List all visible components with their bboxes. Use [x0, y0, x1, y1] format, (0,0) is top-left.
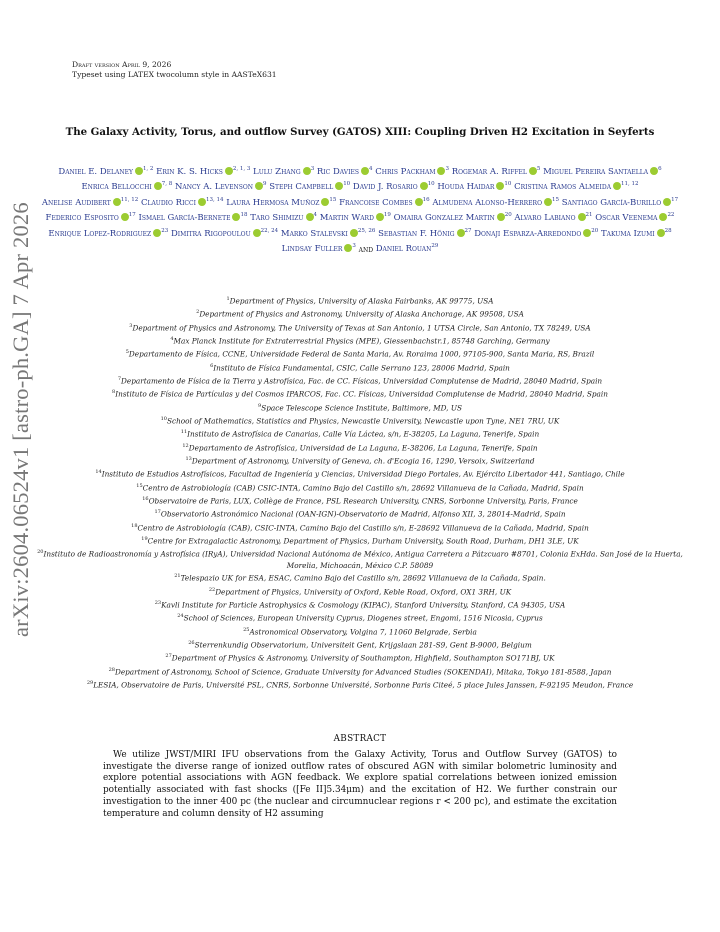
orcid-icon[interactable] — [415, 198, 423, 206]
affiliation-text: LESIA, Observatoire de Paris, Université PSL, CNRS, Sorbonne Université, Sorbonne Paris Citeé, 5 place Jules Janssen, F-92195 Meudon, France — [93, 680, 634, 690]
author-name[interactable] — [156, 167, 250, 177]
author-label: David J. Rosario — [352, 182, 418, 193]
affiliation-number: 20 — [37, 549, 44, 556]
affiliation-marker: 3 — [445, 166, 449, 172]
affiliation-text: Max Planck Institute for Extraterrestrial Physics (MPE), Giessenbachstr.1, 85748 Garching, Germany — [173, 336, 550, 346]
orcid-icon[interactable] — [225, 167, 233, 175]
affiliation-item — [22, 387, 698, 400]
affiliation-marker: 13, 14 — [206, 197, 224, 204]
author-name[interactable] — [474, 229, 598, 239]
affiliation-number: 19 — [141, 535, 148, 542]
author-name[interactable] — [514, 213, 592, 223]
author-name[interactable] — [394, 213, 512, 223]
orcid-icon[interactable] — [613, 182, 621, 190]
author-label: Ric Davies — [316, 166, 359, 177]
affiliation-marker: 28 — [664, 228, 672, 235]
author-label: Francoise Combes — [339, 197, 413, 208]
affiliation-item — [22, 454, 698, 467]
affiliation-item — [22, 651, 698, 664]
orcid-icon[interactable] — [529, 167, 537, 175]
author-list — [40, 163, 680, 256]
orcid-icon[interactable] — [121, 213, 129, 221]
author-name[interactable] — [141, 198, 224, 208]
affiliation-marker: 27 — [464, 228, 472, 235]
author-label: Miguel Pereira Santaella — [543, 166, 649, 177]
author-label: Cristina Ramos Almeida — [514, 182, 612, 193]
affiliation-text: Telespazio UK for ESA, ESAC, Camino Bajo del Castillo s/n, 28692 Villanueva de la Cañada, Spain. — [180, 573, 546, 583]
orcid-icon[interactable] — [544, 198, 552, 206]
author-label: Martin Ward — [319, 213, 374, 224]
affiliation-number: 18 — [131, 522, 138, 529]
author-label: Houda Haidar — [437, 182, 495, 193]
affiliation-text: Departamento de Astrofísica, Universidad de La Laguna, E-38206, La Laguna, Tenerife, Spain — [188, 443, 538, 453]
author-label: Nancy A. Levenson — [174, 182, 254, 193]
orcid-icon[interactable] — [198, 198, 206, 206]
affiliation-item — [22, 467, 698, 480]
author-label: Claudio Ricci — [140, 197, 196, 208]
affiliation-marker: 10 — [504, 181, 512, 188]
author-label: Dimitra Rigopoulou — [170, 228, 251, 239]
affiliation-item — [22, 611, 698, 624]
orcid-icon[interactable] — [306, 213, 314, 221]
author-label: Santiago García-Burillo — [561, 197, 662, 208]
author-name[interactable] — [175, 182, 267, 192]
author-label: Steph Campbell — [269, 182, 334, 193]
affiliation-marker: 10 — [427, 181, 435, 188]
author-label: Omaira Gonzalez Martin — [393, 213, 495, 224]
affiliation-marker: 4 — [313, 212, 317, 219]
author-name[interactable] — [81, 182, 172, 192]
author-label: Daniel Rouan — [375, 244, 432, 255]
affiliation-item — [22, 294, 698, 307]
affiliation-item — [22, 401, 698, 414]
affiliation-list — [22, 294, 698, 691]
affiliation-number: 22 — [208, 586, 216, 593]
author-name[interactable] — [595, 213, 674, 223]
affiliation-number: 13 — [185, 455, 192, 462]
affiliation-text: Department of Physics, University of Oxford, Keble Road, Oxford, OX1 3RH, UK — [215, 587, 512, 597]
author-label: Anelise Audibert — [41, 197, 111, 208]
author-name[interactable] — [437, 182, 511, 192]
author-name[interactable] — [282, 244, 356, 254]
affiliation-number: 16 — [142, 495, 149, 502]
author-name[interactable] — [269, 182, 350, 192]
author-name[interactable] — [317, 167, 373, 177]
affiliation-number: 24 — [177, 613, 184, 620]
author-name[interactable] — [601, 229, 672, 239]
author-name[interactable] — [514, 182, 638, 192]
author-label: Rogemar A. Riffel — [451, 166, 527, 177]
orcid-icon[interactable] — [650, 167, 658, 175]
affiliation-number: 2 — [196, 309, 200, 316]
author-name[interactable] — [375, 167, 449, 177]
author-name[interactable] — [46, 213, 136, 223]
affiliation-item — [22, 347, 698, 360]
orcid-icon[interactable] — [135, 167, 143, 175]
author-label: Federico Esposito — [45, 213, 119, 224]
affiliation-item — [22, 481, 698, 494]
orcid-icon[interactable] — [113, 198, 121, 206]
affiliation-number: 3 — [129, 322, 133, 329]
draft-line: Draft version April 9, 2026 — [72, 60, 172, 69]
affiliation-text: Centre for Extragalactic Astronomy, Department of Physics, Durham University, South Road, Durham, DH1 3LE, UK — [147, 536, 579, 546]
affiliation-marker: 9 — [263, 181, 267, 188]
author-label: Enrica Bellocchi — [81, 182, 152, 193]
author-label: Takuma Izumi — [601, 228, 655, 239]
paper-title: The Galaxy Activity, Torus, and outflow Survey (GATOS) XIII: Coupling Driven H2 Excitation in Seyferts — [65, 126, 655, 138]
affiliation-marker: 15 — [329, 197, 337, 204]
affiliation-text: Instituto de Física de Partículas y del Cosmos IPARCOS, Fac. CC. Físicas, Universidad Complutense de Madrid, 28040 Madrid, Spain — [115, 389, 608, 399]
author-name[interactable] — [376, 244, 439, 254]
affiliation-marker: 4 — [369, 166, 373, 172]
affiliation-text: Centro de Astrobiología (CAB), CSIC-INTA, Camino Bajo del Castillo s/n, E-28692 Villanueva de la Cañada, Madrid, Spain — [137, 523, 589, 532]
affiliation-marker: 11, 12 — [621, 181, 639, 188]
author-label: Enrique Lopez-Rodriguez — [48, 228, 152, 239]
affiliation-item — [22, 665, 698, 678]
affiliation-number: 26 — [188, 640, 195, 647]
orcid-icon[interactable] — [420, 182, 428, 190]
author-name[interactable] — [171, 229, 278, 239]
affiliation-number: 4 — [170, 335, 174, 342]
author-label: Almudena Alonso-Herrero — [432, 197, 542, 208]
affiliation-text: Observatoire de Paris, LUX, Collège de France, PSL Research University, CNRS, Sorbonne University, Paris, France — [148, 496, 578, 506]
affiliation-text: Instituto de Astrofísica de Canarias, Calle Vía Láctea, s/n, E-38205, La Laguna, Tenerife, Spain — [187, 429, 540, 439]
affiliation-number: 27 — [165, 653, 172, 660]
affiliation-number: 28 — [108, 666, 115, 673]
affiliation-item — [22, 361, 698, 374]
abstract-heading: ABSTRACT — [333, 734, 387, 744]
author-label: Taro Shimizu — [250, 213, 304, 224]
author-name[interactable] — [48, 229, 168, 239]
affiliation-text: Space Telescope Science Institute, Baltimore, MD, US — [261, 403, 462, 413]
affiliation-marker: 7, 8 — [161, 181, 173, 188]
affiliation-item — [22, 598, 698, 611]
affiliation-text: Sterrenkundig Observatorium, Universiteit Gent, Krijgslaan 281-S9, Gent B-9000, Belgium — [194, 640, 532, 650]
abstract-body: We utilize JWST/MIRI IFU observations from the Galaxy Activity, Torus and Outflow Survey (GATOS) to investigate the diverse range of ionized outflow rates of obscured AGN with similar bolometric luminosity and explore potential associations with AGN feedback. We explore spatial correlations between ionized emission potentially associated with fast shocks ([Fe II]5.34μm) and the excitation of H2. We further constrain our investigation to the inner 400 pc (the nuclear and circumnuclear regions r < 200 pc), and estimate the excitation temperature and column density of H2 assuming — [103, 750, 617, 819]
affiliation-text: Departamento de Física de la Tierra y Astrofísica, Fac. de CC. Físicas, Universidad Complutense de Madrid, 28040 Madrid, Spain — [121, 376, 603, 386]
affiliation-item — [22, 441, 698, 454]
orcid-icon[interactable] — [255, 182, 263, 190]
author-name[interactable] — [353, 182, 435, 192]
author-name[interactable] — [543, 167, 662, 177]
orcid-icon[interactable] — [303, 167, 311, 175]
affiliation-text: Observatorio Astronómico Nacional (OAN-IGN)-Observatorio de Madrid, Alfonso XII, 3, 28014-Madrid, Spain — [160, 509, 566, 519]
affiliation-marker: 1, 2 — [142, 166, 154, 172]
affiliation-marker: 20 — [591, 228, 599, 235]
affiliation-marker: 10 — [343, 181, 351, 188]
affiliation-text: School of Sciences, European University Cyprus, Diogenes street, Engomi, 1516 Nicosia, Cyprus — [183, 613, 543, 623]
affiliation-item — [22, 374, 698, 387]
affiliation-item — [22, 427, 698, 440]
affiliation-marker: 16 — [422, 197, 430, 204]
affiliation-marker: 11, 12 — [120, 197, 139, 204]
orcid-icon[interactable] — [253, 229, 261, 237]
author-label: Sebastian F. Hönig — [378, 228, 455, 239]
author-label: Alvaro Labiano — [514, 213, 576, 224]
affiliation-number: 7 — [117, 375, 122, 382]
affiliation-number: 5 — [125, 349, 129, 356]
affiliation-text: Department of Physics and Astronomy, The University of Texas at San Antonio, 1 UTSA Circle, San Antonio, TX 78249, USA — [132, 323, 591, 333]
orcid-icon[interactable] — [350, 229, 358, 237]
affiliation-text: Instituto de Radioastronomía y Astrofísica (IRyA), Universidad Nacional Autónoma de México, Antigua Carretera a Pátzcuaro #8701, Colonia ExHda. San José de la Huerta, Morelia, Michoacán, México C.P. 58089 — [43, 549, 683, 570]
author-name[interactable] — [339, 198, 430, 208]
affiliation-item — [22, 571, 698, 584]
affiliation-marker: 2, 1, 3 — [232, 166, 251, 172]
author-name[interactable] — [432, 198, 559, 208]
author-label: Daniel E. Delaney — [58, 166, 133, 177]
affiliation-marker: 20 — [504, 212, 512, 219]
affiliation-marker: 17 — [128, 212, 136, 219]
affiliation-text: Department of Physics, University of Alaska Fairbanks, AK 99775, USA — [229, 296, 494, 306]
header-meta — [72, 60, 277, 80]
affiliation-item — [22, 534, 698, 547]
affiliation-item — [22, 547, 698, 571]
author-name[interactable] — [226, 198, 336, 208]
typeset-line: Typeset using LATEX twocolumn style in AASTeX631 — [72, 70, 277, 79]
arxiv-identifier: arXiv:2604.06524v1 [astro-ph.GA] 7 Apr 2026 — [8, 202, 33, 637]
author-label: Donaji Esparza-Arredondo — [474, 228, 582, 239]
affiliation-text: Kavli Institute for Particle Astrophysics & Cosmology (KIPAC), Stanford University, Stanford, CA 94305, USA — [161, 600, 566, 610]
orcid-icon[interactable] — [335, 182, 343, 190]
author-label: Lulu Zhang — [253, 166, 301, 177]
author-label: Erin K. S. Hicks — [156, 166, 223, 177]
affiliation-marker: 5 — [536, 166, 541, 172]
affiliation-item — [22, 678, 698, 691]
affiliation-text: Instituto de Física Fundamental, CSIC, Calle Serrano 123, 28006 Madrid, Spain — [213, 363, 510, 373]
author-label: Lindsay Fuller — [281, 244, 343, 255]
author-name[interactable] — [378, 229, 471, 239]
affiliation-number: 6 — [210, 362, 214, 369]
affiliation-item — [22, 585, 698, 598]
affiliation-number: 21 — [174, 573, 181, 580]
affiliation-marker: 3 — [310, 166, 315, 172]
affiliation-marker: 3 — [352, 243, 356, 250]
affiliation-number: 8 — [112, 389, 116, 396]
affiliation-marker: 21 — [585, 212, 593, 219]
affiliation-marker: 19 — [383, 212, 391, 219]
affiliation-item — [22, 321, 698, 334]
affiliation-text: Department of Physics and Astronomy, University of Alaska Anchorage, AK 99508, USA — [199, 309, 524, 319]
and-conjunction: and — [358, 244, 374, 255]
affiliation-number: 15 — [136, 482, 143, 489]
orcid-icon[interactable] — [376, 213, 384, 221]
author-name[interactable] — [562, 198, 678, 208]
affiliation-text: Department of Astronomy, University of Geneva, ch. d'Ecogia 16, 1290, Versoix, Switzerland — [191, 456, 535, 466]
affiliation-marker: 17 — [671, 197, 679, 204]
orcid-icon[interactable] — [497, 213, 505, 221]
affiliation-number: 10 — [160, 415, 167, 422]
affiliation-marker: 29 — [431, 243, 439, 250]
affiliation-number: 23 — [154, 600, 162, 607]
author-label: Ismael García-Bernete — [138, 213, 231, 224]
affiliation-marker: 22, 24 — [260, 228, 279, 235]
affiliation-marker: 22 — [667, 212, 675, 219]
author-label: Oscar Veenema — [595, 213, 658, 224]
author-label: Laura Hermosa Muñoz — [226, 197, 320, 208]
affiliation-text: Astronomical Observatory, Volgina 7, 11060 Belgrade, Serbia — [249, 627, 477, 637]
author-label: Marko Stalevski — [280, 228, 348, 239]
affiliation-marker: 23 — [161, 228, 169, 235]
orcid-icon[interactable] — [361, 167, 369, 175]
author-name[interactable] — [42, 198, 138, 208]
affiliation-item — [22, 334, 698, 347]
affiliation-number: 9 — [258, 402, 262, 409]
affiliation-item — [22, 494, 698, 507]
author-name[interactable] — [250, 213, 317, 223]
affiliation-number: 12 — [182, 442, 189, 449]
affiliation-item — [22, 414, 698, 427]
author-label: Chris Packham — [375, 166, 436, 177]
affiliation-number: 14 — [95, 469, 102, 476]
affiliation-number: 17 — [154, 509, 161, 516]
author-name[interactable] — [452, 167, 541, 177]
affiliation-text: Centro de Astrobiología (CAB) CSIC-INTA, Camino Bajo del Castillo s/n, 28692 Villanueva de la Cañada, Madrid, Spain — [142, 483, 584, 493]
author-name[interactable] — [320, 213, 391, 223]
affiliation-marker: 6 — [658, 166, 662, 172]
author-name[interactable] — [139, 213, 248, 223]
affiliation-text: Department of Astronomy, School of Science, Graduate University for Advanced Studies (SOKENDAI), Mitaka, Tokyo 181-8588, Japan — [114, 667, 612, 677]
affiliation-text: Departamento de Física, CCNE, Universidade Federal de Santa Maria, Av. Roraima 1000, 97105-900, Santa Maria, RS, Brazil — [128, 349, 595, 359]
orcid-icon[interactable] — [663, 198, 671, 206]
author-name[interactable] — [58, 167, 153, 177]
affiliation-item — [22, 625, 698, 638]
affiliation-number: 11 — [180, 429, 188, 436]
affiliation-marker: 18 — [240, 212, 248, 219]
affiliation-item — [22, 507, 698, 520]
affiliation-number: 1 — [226, 296, 230, 302]
affiliation-marker: 15 — [552, 197, 559, 204]
affiliation-item — [22, 521, 698, 534]
affiliation-item — [22, 638, 698, 651]
affiliation-marker: 25, 26 — [357, 228, 376, 235]
affiliation-number: 25 — [243, 626, 250, 633]
author-name[interactable] — [281, 229, 376, 239]
orcid-icon[interactable] — [578, 213, 586, 221]
orcid-icon[interactable] — [154, 182, 162, 190]
affiliation-text: Department of Physics & Astronomy, University of Southampton, Highfield, Southampton SO171BJ, UK — [171, 653, 555, 663]
affiliation-text: School of Mathematics, Statistics and Physics, Newcastle University, Newcastle upon Tyne, NE1 7RU, UK — [166, 416, 560, 426]
orcid-icon[interactable] — [657, 229, 665, 237]
orcid-icon[interactable] — [457, 229, 465, 237]
affiliation-text: Instituto de Estudios Astrofísicos, Facultad de Ingeniería y Ciencias, Universidad Diego Portales, Av. Ejército Libertador 441, Santiago, Chile — [101, 469, 625, 479]
affiliation-number: 29 — [86, 680, 94, 687]
affiliation-item — [22, 307, 698, 320]
author-name[interactable] — [253, 167, 314, 177]
